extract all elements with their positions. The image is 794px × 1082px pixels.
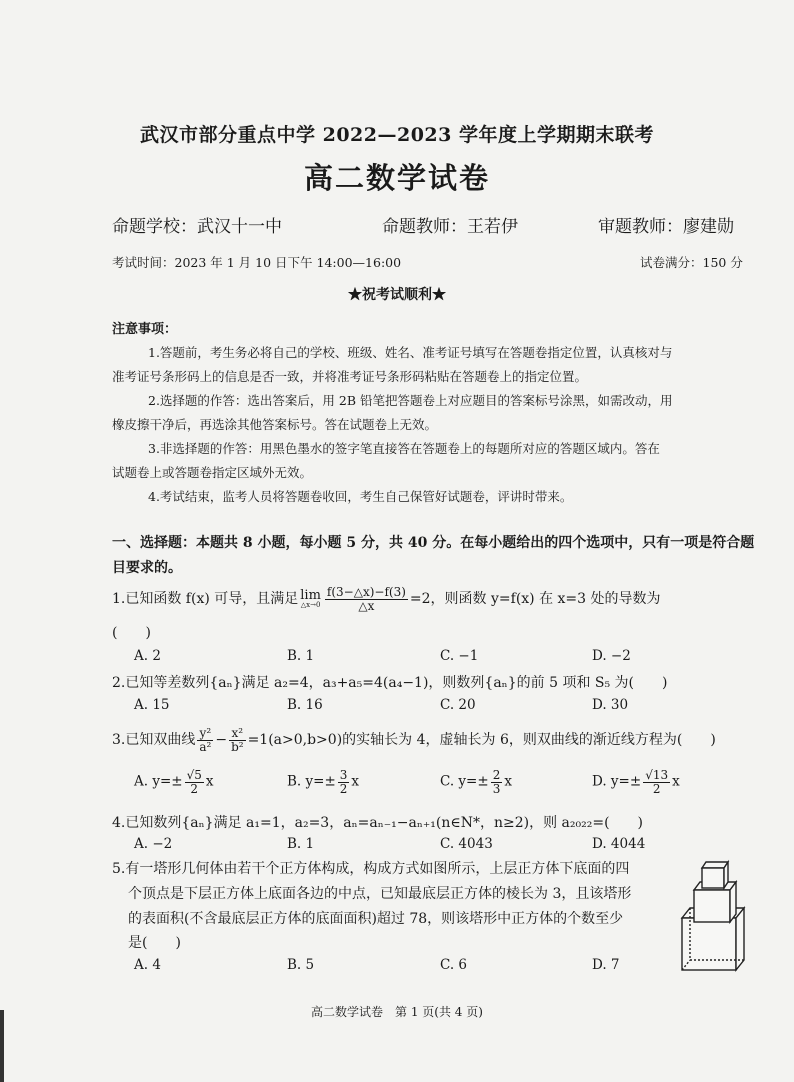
q4-option-d: D. 4044	[592, 836, 646, 852]
notice-line: 3.非选择题的作答：用黑色墨水的签字笔直接答在答题卷上的每题所对应的答题区域内。答在	[148, 441, 660, 456]
question-4: 4.已知数列{aₙ}满足 a₁=1，a₂=3，aₙ=aₙ₋₁−aₙ₊₁(n∈N*，n≥2)，则 a₂₀₂₂=( )	[112, 815, 644, 831]
notice-line: 2.选择题的作答：选出答案后，用 2B 铅笔把答题卷上对应题目的答案标号涂黑，如需改动，用	[148, 393, 673, 408]
q2-option-d: D. 30	[592, 697, 629, 713]
q4-option-c: C. 4043	[440, 836, 493, 852]
full-score: 试卷满分：150 分	[640, 255, 743, 270]
notice-line: 1.答题前，考生务必将自己的学校、班级、姓名、准考证号填写在答题卷指定位置，认真核对与	[148, 345, 673, 360]
q4-option-a: A. −2	[134, 836, 173, 852]
setter-teacher: 命题教师：王若伊	[382, 217, 518, 237]
q2-option-b: B. 16	[287, 697, 323, 713]
notice-line: 橡皮擦干净后，再选涂其他答案标号。答在试题卷上无效。	[112, 417, 438, 432]
q3-option-d: D. y=± $\frac{√13}{2}$ x	[592, 768, 680, 796]
q5-option-d: D. 7	[592, 957, 620, 973]
question-1	[112, 586, 661, 612]
tower-figure	[670, 852, 754, 974]
q5-option-b: B. 5	[287, 957, 315, 973]
q1-post: =2，则函数 y=f(x) 在 x=3 处的导数为	[409, 591, 661, 608]
notice-line: 4.考试结束，监考人员将答题卷收回，考生自己保管好试题卷，评讲时带来。	[148, 489, 573, 504]
school-title: 武汉市部分重点中学 2022—2023 学年度上学期期末联考	[140, 124, 654, 146]
question-5-line4: 是( )	[128, 935, 181, 951]
q1-option-a: A. 2	[134, 648, 161, 664]
q3-option-a: A. y=± $\frac{√5}{2}$ x	[134, 768, 214, 796]
q1-fraction: $\frac{f(3-\triangle x)-f(3)}{\triangle x}$	[326, 585, 406, 613]
question-2: 2.已知等差数列{aₙ}满足 a₂=4，a₃+a₅=4(a₄−1)，则数列{aₙ}的前 5 项和 S₅ 为( )	[112, 675, 668, 691]
question-3: 3.已知双曲线 $\frac{\text{y²}}{\text{a²}}$ − $\frac{\text{x²}}{\text{b²}}$ =1(a>0,b>0)的实轴长为 4，虚轴长为 6，则双曲线的渐近线方程为( )	[112, 726, 716, 754]
q5-option-c: C. 6	[440, 957, 468, 973]
notice-line: 准考证号条形码上的信息是否一致，并将准考证号条形码粘贴在答题卷上的指定位置。	[112, 369, 588, 384]
section-heading-cont: 目要求的。	[112, 560, 182, 576]
q3-option-b: B. y=± $\frac{3}{2}$ x	[287, 768, 360, 796]
q1-pre: 1.已知函数 f(x) 可导，且满足	[112, 591, 299, 608]
reviewer: 审题教师：廖建勋	[598, 217, 734, 237]
exam-title: 高二数学试卷	[303, 161, 490, 195]
notice-title: 注意事项：	[112, 322, 178, 337]
q1-answer-paren: ( )	[112, 625, 151, 641]
notice-line: 试题卷上或答题卷指定区域外无效。	[112, 465, 313, 480]
q3-option-c: C. y=± $\frac{2}{3}$ x	[440, 768, 512, 796]
q4-option-b: B. 1	[287, 836, 315, 852]
section-heading: 一、选择题：本题共 8 小题，每小题 5 分，共 40 分。在每小题给出的四个选项中，只有一项是符合题	[112, 535, 755, 551]
q1-option-c: C. −1	[440, 648, 479, 664]
q2-option-a: A. 15	[134, 697, 170, 713]
q5-option-a: A. 4	[134, 957, 161, 973]
question-5-line2: 个顶点是下层正方体上底面各边的中点，已知最底层正方体的棱长为 3，且该塔形	[128, 886, 632, 902]
limit-expr: lim △x→0	[300, 588, 321, 610]
q1-option-d: D. −2	[592, 648, 631, 664]
question-5-line3: 的表面积(不含最底层正方体的底面面积)超过 78，则该塔形中正方体的个数至少	[128, 911, 624, 927]
scan-edge	[0, 1010, 4, 1082]
good-luck-banner: ★祝考试顺利★	[348, 287, 446, 303]
page-footer: 高二数学试卷 第 1 页(共 4 页)	[311, 1005, 483, 1019]
q1-option-b: B. 1	[287, 648, 315, 664]
question-5-line1: 5.有一塔形几何体由若干个正方体构成，构成方式如图所示，上层正方体下底面的四	[112, 861, 630, 877]
exam-time: 考试时间：2023 年 1 月 10 日下午 14:00—16:00	[112, 255, 402, 270]
setter-school: 命题学校：武汉十一中	[112, 217, 282, 237]
q2-option-c: C. 20	[440, 697, 476, 713]
